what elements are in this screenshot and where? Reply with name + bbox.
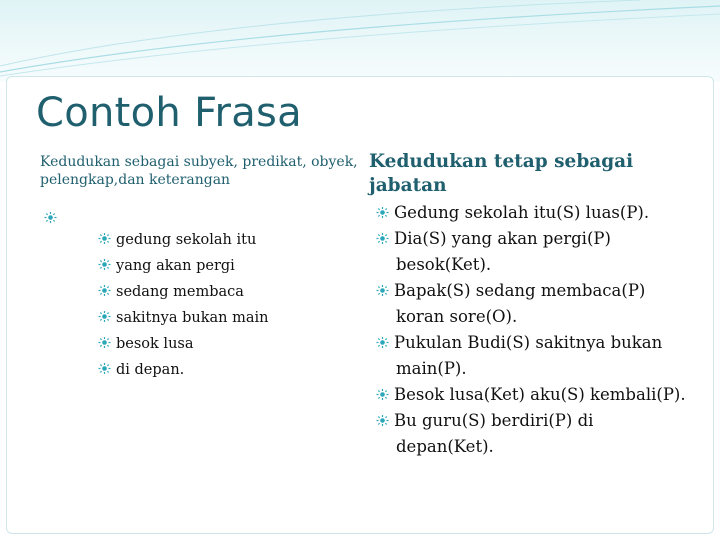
wingding-sun-icon — [98, 363, 111, 374]
list-item — [376, 200, 696, 226]
list-item-text: di depan. — [116, 362, 185, 378]
list-item-text: sedang membaca — [116, 284, 244, 300]
left-phrase-list — [98, 230, 269, 386]
list-item — [98, 360, 269, 386]
wingding-sun-icon — [376, 233, 389, 244]
wingding-sun-icon — [376, 337, 389, 348]
list-item — [376, 226, 696, 278]
wingding-sun-icon — [376, 207, 389, 218]
list-item-text: Bapak(S) sedang membaca(P) koran sore(O). — [394, 281, 646, 326]
left-heading: Kedudukan sebagai subyek, predikat, obyek, pelengkap,dan keterangan — [40, 154, 358, 188]
wave-lines-decoration — [0, 0, 720, 82]
list-item — [376, 330, 696, 382]
wingding-sun-icon — [44, 212, 57, 223]
list-item-text: yang akan pergi — [116, 258, 235, 274]
list-item — [98, 308, 269, 334]
header-decoration — [0, 0, 720, 82]
list-item — [98, 256, 269, 282]
list-item-text: Bu guru(S) berdiri(P) di depan(Ket). — [394, 411, 594, 456]
wingding-sun-icon — [98, 337, 111, 348]
list-item — [376, 278, 696, 330]
wingding-sun-icon — [98, 233, 111, 244]
list-item-text: Dia(S) yang akan pergi(P) besok(Ket). — [394, 229, 611, 274]
list-item-text: sakitnya bukan main — [116, 310, 269, 326]
list-item — [98, 334, 269, 360]
wingding-sun-icon — [98, 285, 111, 296]
wingding-sun-icon — [376, 415, 389, 426]
list-item — [98, 282, 269, 308]
wingding-sun-icon — [98, 259, 111, 270]
empty-bullet — [44, 208, 62, 227]
slide-title: Contoh Frasa — [36, 90, 302, 136]
list-item — [376, 382, 696, 408]
list-item-text: besok lusa — [116, 336, 194, 352]
list-item — [376, 408, 696, 460]
list-item-text: Besok lusa(Ket) aku(S) kembali(P). — [394, 385, 686, 404]
list-item-text: Gedung sekolah itu(S) luas(P). — [394, 203, 650, 222]
wingding-sun-icon — [376, 389, 389, 400]
right-sentence-list — [376, 200, 696, 460]
wingding-sun-icon — [376, 285, 389, 296]
list-item-text: gedung sekolah itu — [116, 232, 257, 248]
wingding-sun-icon — [98, 311, 111, 322]
right-heading: Kedudukan tetap sebagai jabatan — [369, 151, 634, 196]
list-item-text: Pukulan Budi(S) sakitnya bukan main(P). — [394, 333, 663, 378]
list-item — [98, 230, 269, 256]
